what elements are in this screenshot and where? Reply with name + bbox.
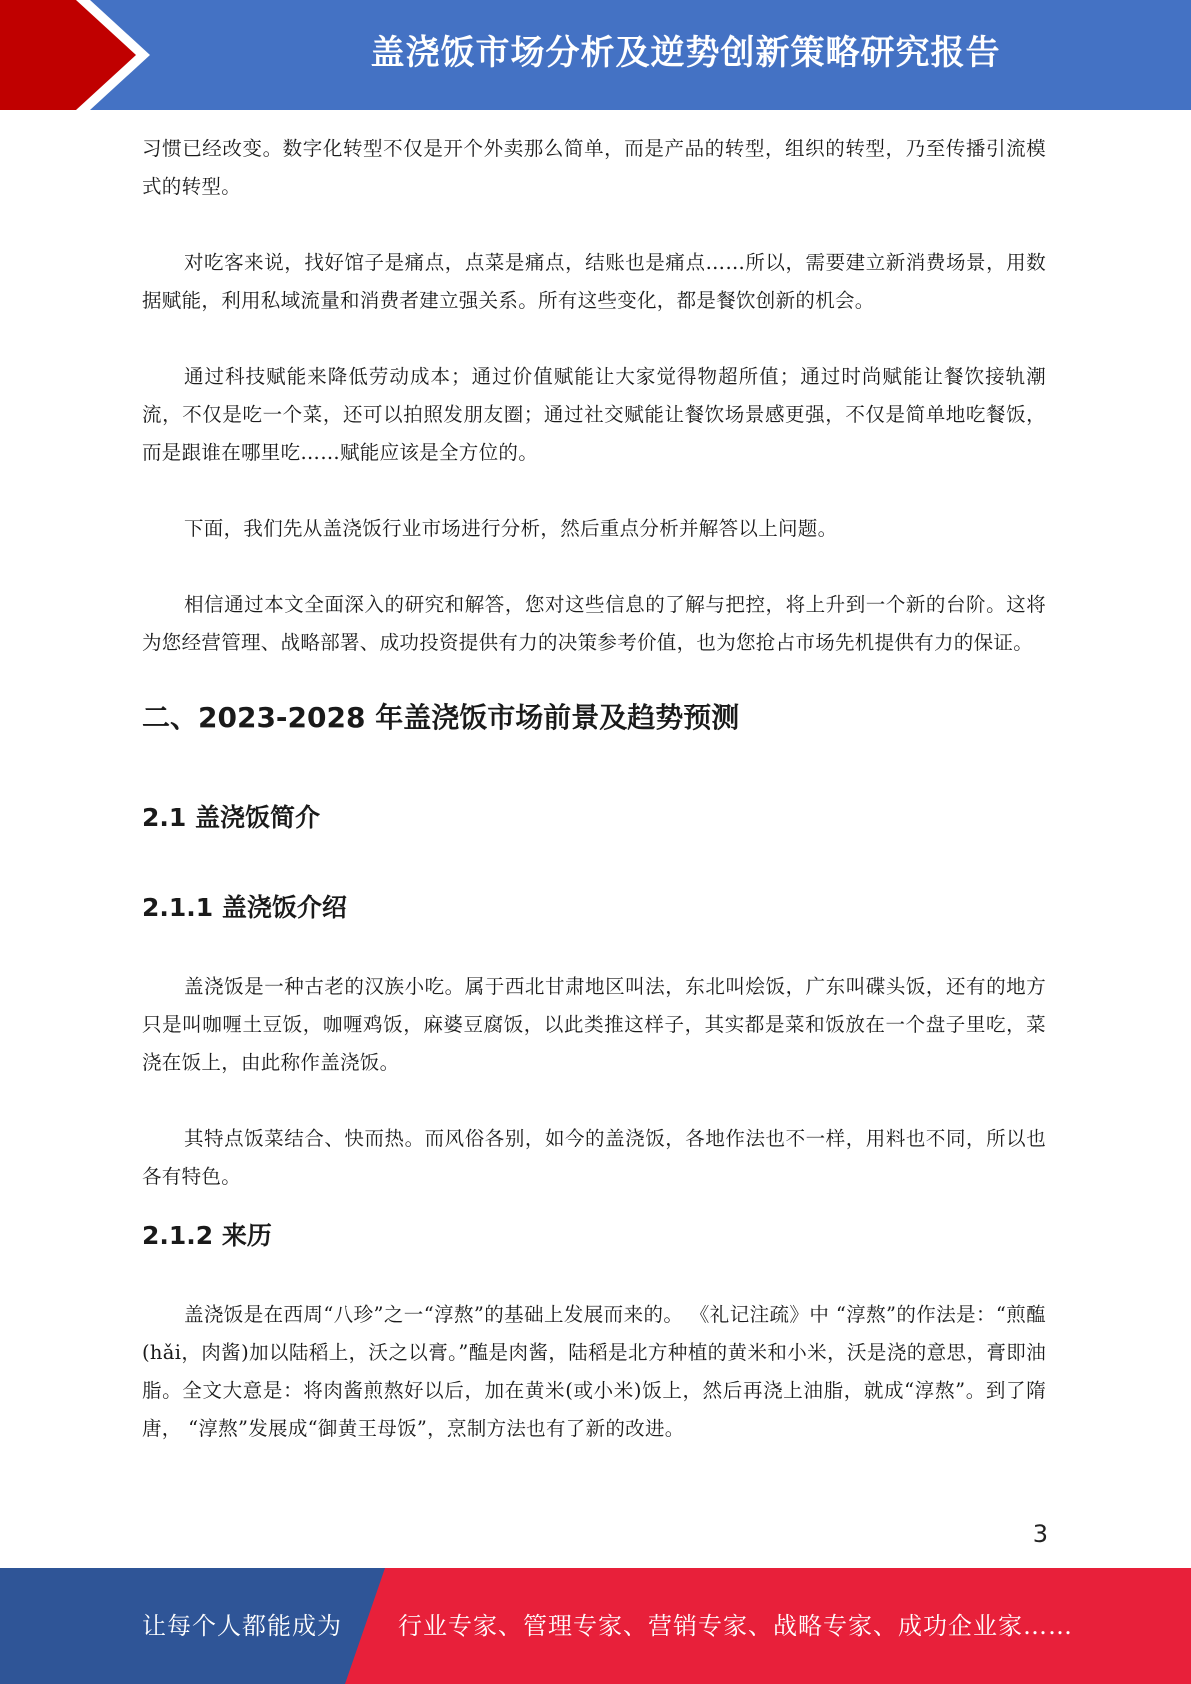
document-body bbox=[142, 130, 1046, 1448]
section-heading-market-forecast: 二、2023-2028 年盖浇饭市场前景及趋势预测 bbox=[142, 701, 740, 734]
paragraph-analysis-intro: 下面，我们先从盖浇饭行业市场进行分析，然后重点分析并解答以上问题。 bbox=[184, 517, 838, 540]
paragraph-origin-history: 盖浇饭是在西周“八珍”之一“淳熬”的基础上发展而来的。 《礼记注疏》中 “淳熬”的作法是：“煎醢(hǎi，肉酱)加以陆稻上，沃之以膏。”醢是肉酱，陆稻是北方种植的黄米和小米，沃是浇的意思，膏即油脂。全文大意是：将肉酱煎熬好以后，加在黄米(或小米)饭上，然后再浇上油脂，就成“淳熬”。到了隋唐， “淳熬”发展成“御黄王母饭”，烹制方法也有了新的改进。 bbox=[142, 1303, 1046, 1440]
paragraph-value-statement: 相信通过本文全面深入的研究和解答，您对这些信息的了解与把控，将上升到一个新的台阶。这将为您经营管理、战略部署、成功投资提供有力的决策参考价值，也为您抢占市场先机提供有力的保证。 bbox=[142, 593, 1046, 654]
footer-slogan-right: 行业专家、管理专家、营销专家、战略专家、成功企业家…… bbox=[398, 1612, 1073, 1640]
report-title: 盖浇饭市场分析及逆势创新策略研究报告 bbox=[370, 33, 1001, 73]
subsection-heading-introduction-detail: 2.1.1 盖浇饭介绍 bbox=[142, 893, 347, 922]
paragraph-consumer-pain-points: 对吃客来说，找好馆子是痛点，点菜是痛点，结账也是痛点……所以，需要建立新消费场景，用数据赋能，利用私域流量和消费者建立强关系。所有这些变化，都是餐饮创新的机会。 bbox=[142, 251, 1046, 312]
footer-slogan-left: 让每个人都能成为 bbox=[142, 1612, 342, 1640]
paragraph-characteristics: 其特点饭菜结合、快而热。而风俗各别，如今的盖浇饭，各地作法也不一样，用料也不同，所以也各有特色。 bbox=[142, 1127, 1046, 1188]
footer-banner bbox=[0, 1568, 1191, 1684]
subsection-heading-origin: 2.1.2 来历 bbox=[142, 1221, 272, 1250]
subsection-heading-intro: 2.1 盖浇饭简介 bbox=[142, 803, 320, 832]
header-banner bbox=[0, 0, 1191, 110]
page-number: 3 bbox=[1032, 1520, 1048, 1548]
paragraph-gaijiaofan-definition: 盖浇饭是一种古老的汉族小吃。属于西北甘肃地区叫法，东北叫烩饭，广东叫碟头饭，还有的地方只是叫咖喱土豆饭，咖喱鸡饭，麻婆豆腐饭，以此类推这样子，其实都是菜和饭放在一个盘子里吃，菜浇在饭上，由此称作盖浇饭。 bbox=[142, 975, 1046, 1074]
paragraph-empowerment: 通过科技赋能来降低劳动成本；通过价值赋能让大家觉得物超所值；通过时尚赋能让餐饮接轨潮流，不仅是吃一个菜，还可以拍照发朋友圈；通过社交赋能让餐饮场景感更强，不仅是简单地吃餐饭，而是跟谁在哪里吃……赋能应该是全方位的。 bbox=[142, 365, 1046, 464]
paragraph-digital-transformation: 习惯已经改变。数字化转型不仅是开个外卖那么简单，而是产品的转型，组织的转型，乃至传播引流模式的转型。 bbox=[142, 137, 1046, 198]
